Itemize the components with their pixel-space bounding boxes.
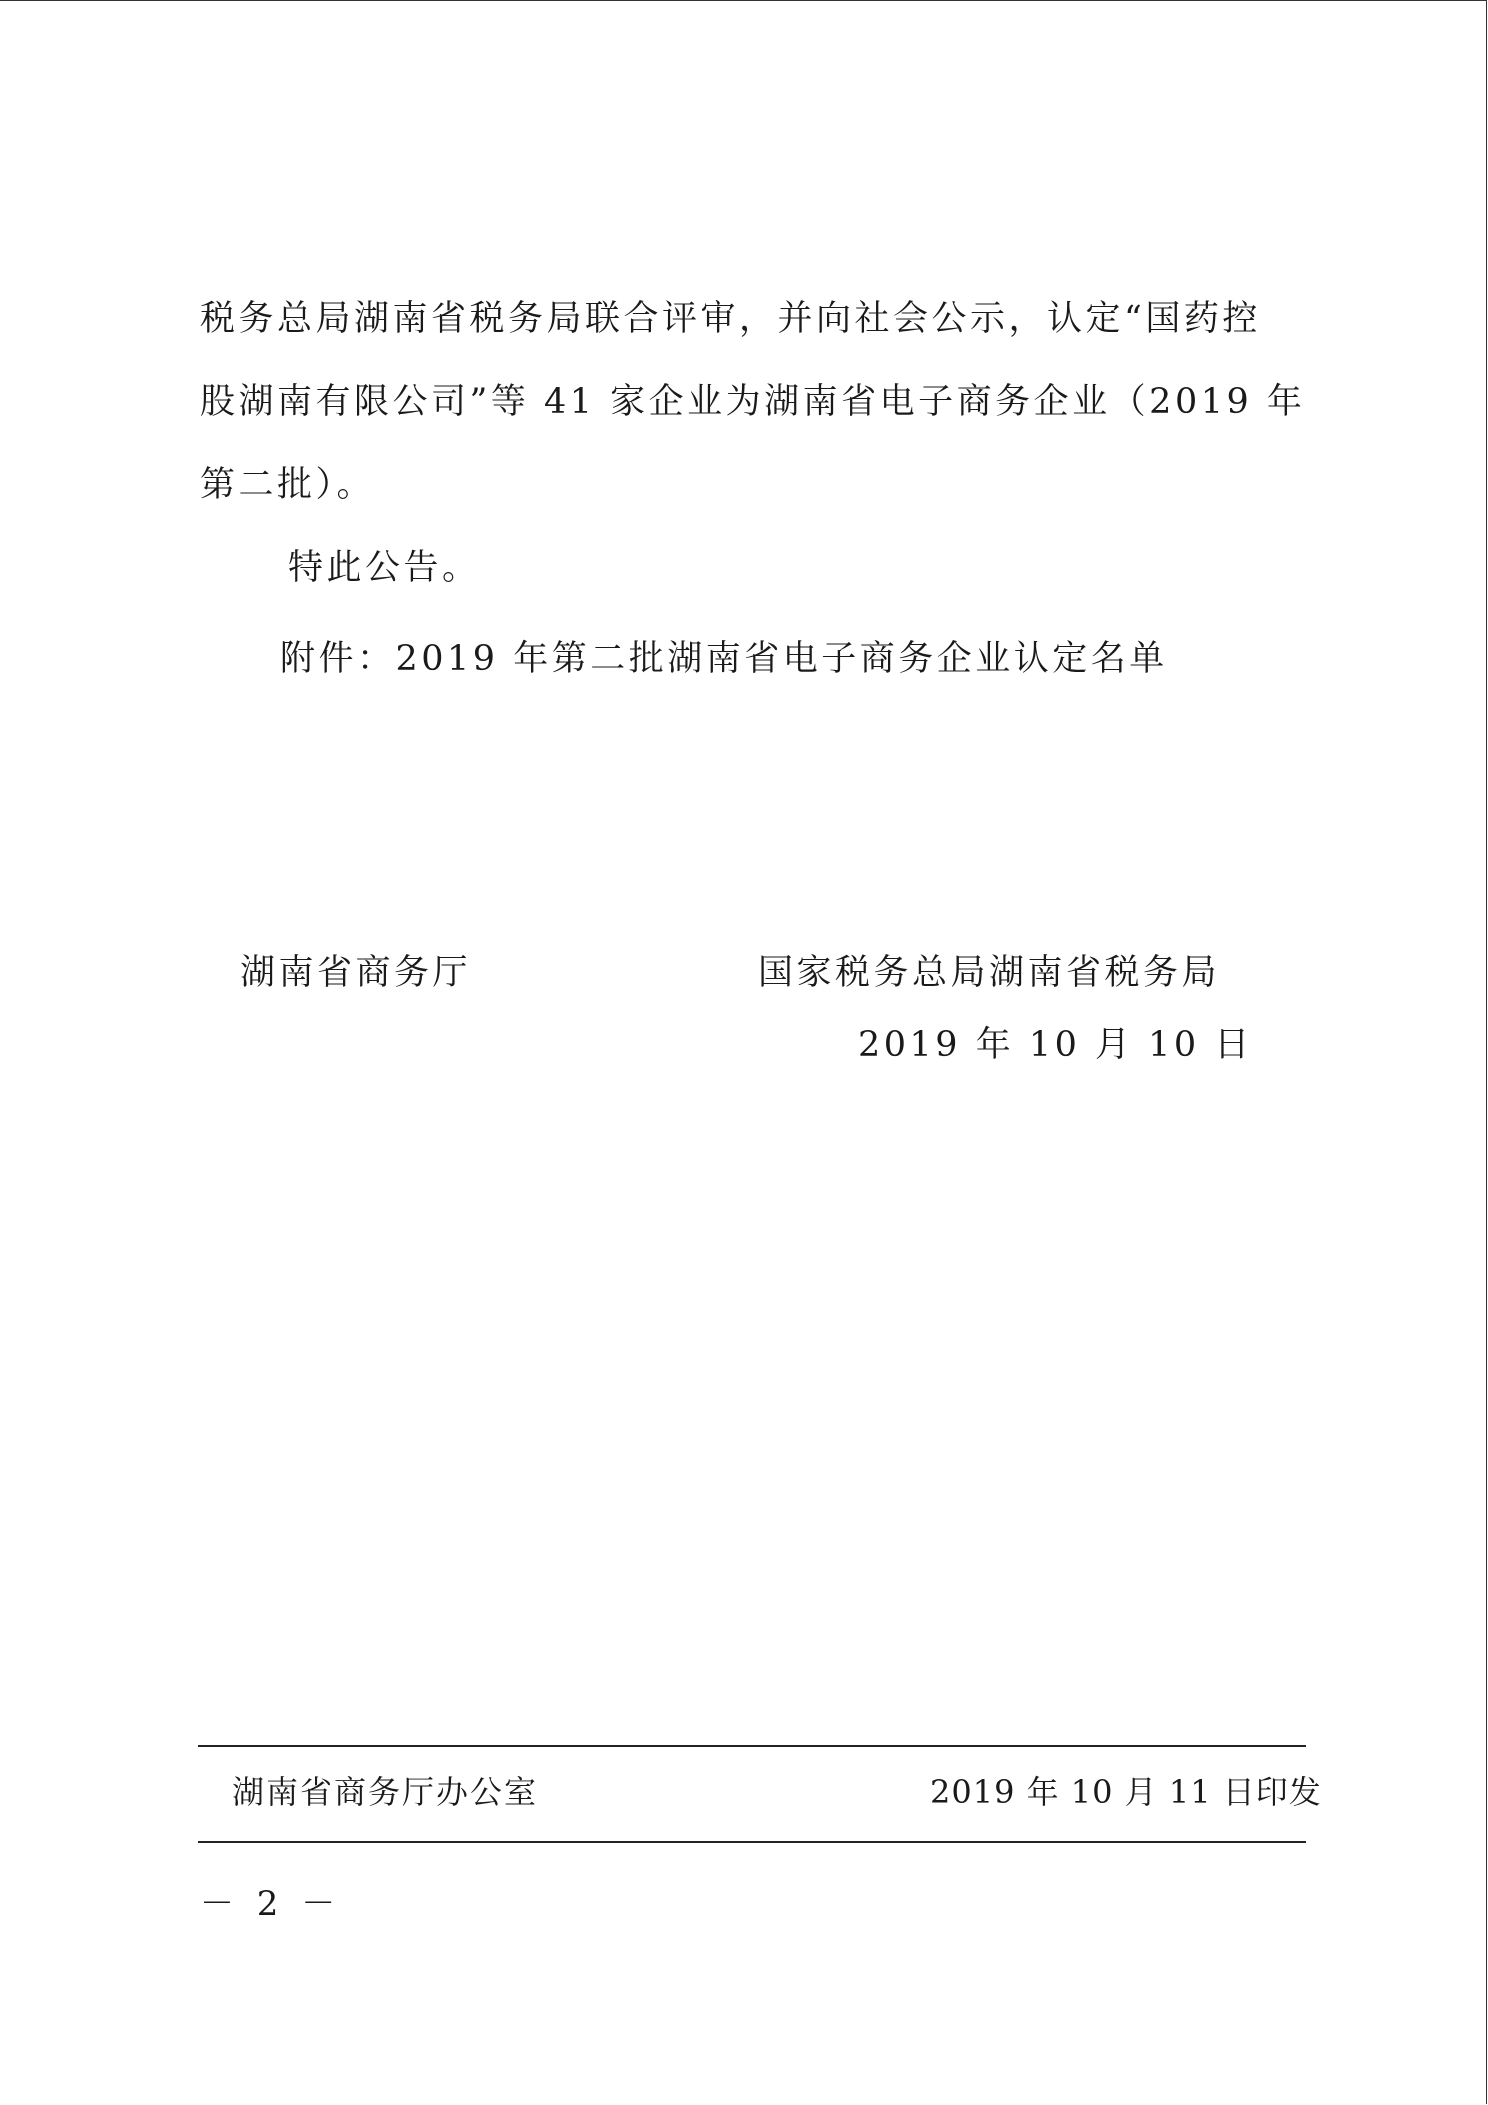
footer-bottom-rule — [198, 1841, 1306, 1843]
body-line-1: 税务总局湖南省税务局联合评审，并向社会公示，认定“国药控 — [200, 299, 1261, 339]
left-issuer-signature: 湖南省商务厅 — [240, 953, 472, 993]
footer-print-date: 2019 年 10 月 11 日印发 — [930, 1773, 1322, 1811]
body-line-2: 股湖南有限公司”等 41 家企业为湖南省电子商务企业（2019 年 — [200, 382, 1306, 422]
closing-line: 特此公告。 — [288, 548, 481, 588]
right-issuer-signature: 国家税务总局湖南省税务局 — [758, 953, 1221, 993]
signature-date: 2019 年 10 月 10 日 — [858, 1025, 1253, 1065]
attachment-line: 附件：2019 年第二批湖南省电子商务企业认定名单 — [280, 639, 1168, 679]
body-text — [200, 278, 1310, 610]
footer-issuer: 湖南省商务厅办公室 — [232, 1773, 539, 1811]
body-line-3: 第二批）。 — [200, 465, 376, 505]
page-number: － 2 － — [200, 1884, 342, 1924]
footer-top-rule — [198, 1745, 1306, 1747]
